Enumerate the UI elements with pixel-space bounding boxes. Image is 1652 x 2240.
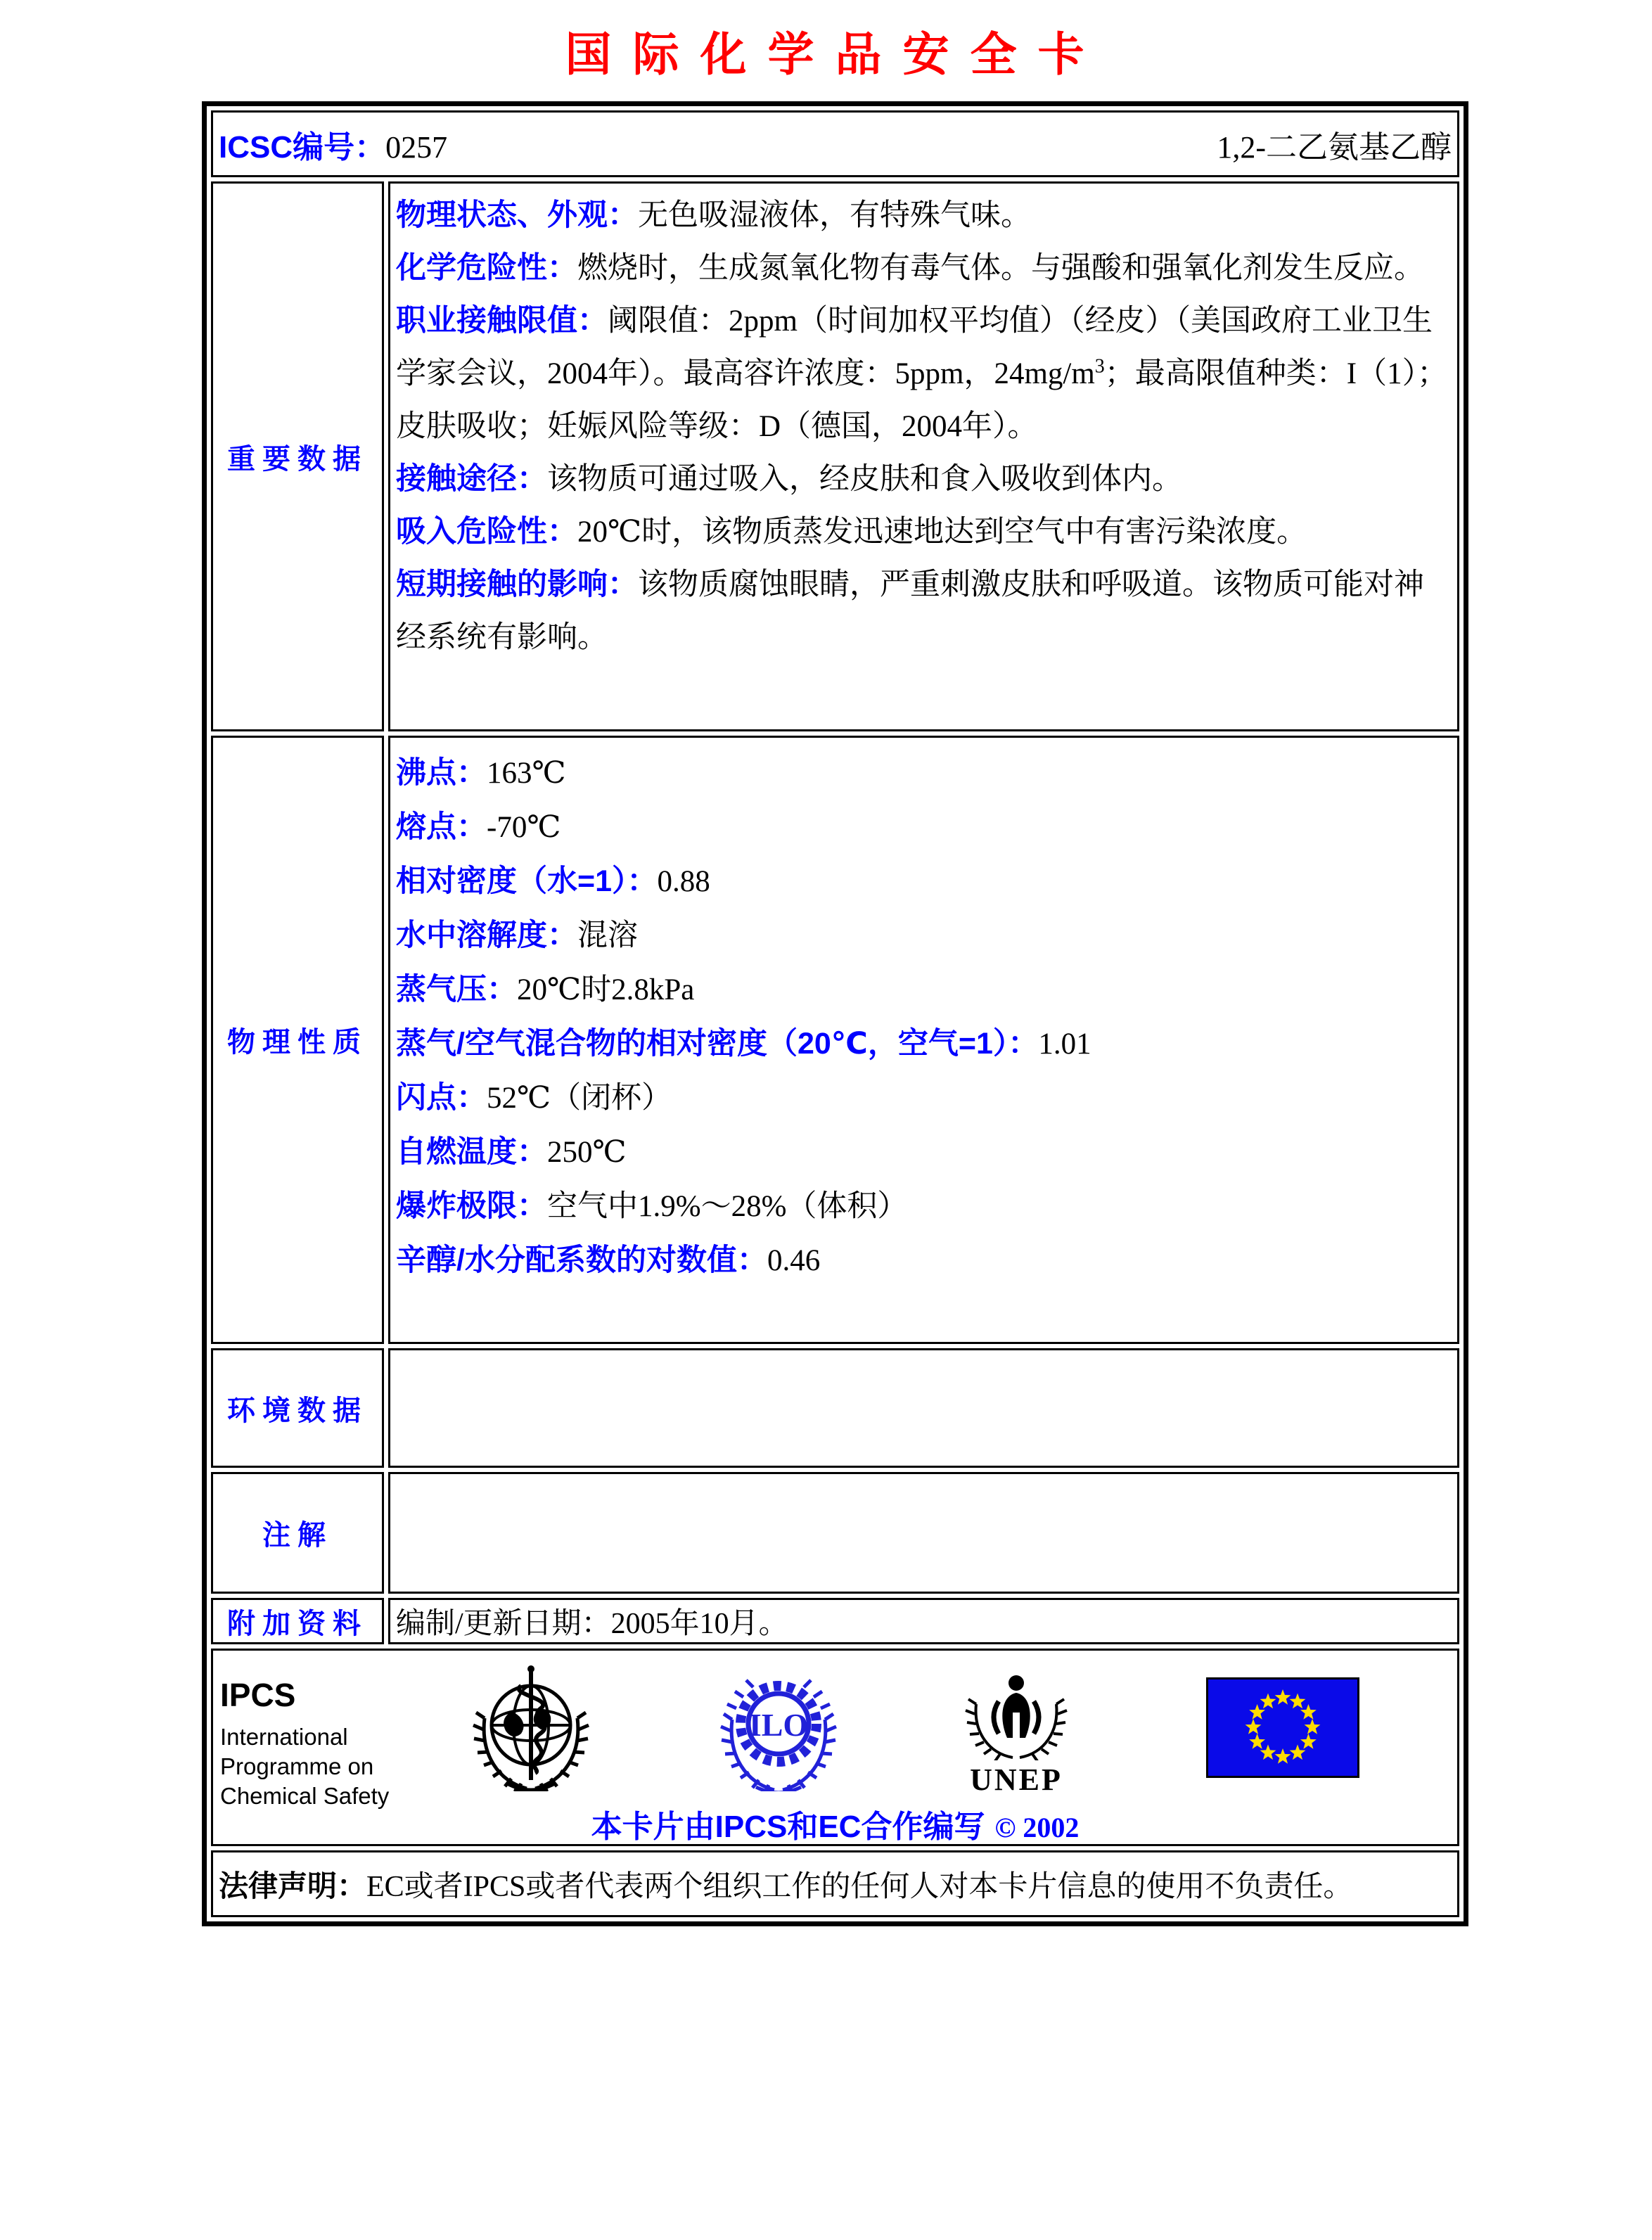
item-text: 52℃（闭杯）	[487, 1082, 672, 1115]
ipcs-title: IPCS	[220, 1677, 296, 1713]
row-label-physical-properties: 物理性质	[211, 736, 384, 1344]
item-label: 自燃温度：	[396, 1135, 547, 1169]
physical-item	[396, 963, 1450, 1017]
ilo-logo-icon	[712, 1662, 845, 1791]
physical-item	[396, 800, 1450, 855]
physical-item	[396, 1125, 1450, 1179]
cooperation-caption	[213, 1801, 1457, 1846]
additional-info-content: 编制/更新日期：2005年10月。	[388, 1598, 1459, 1644]
item-text: 1.01	[1038, 1028, 1091, 1061]
item-text: 250℃	[547, 1136, 627, 1169]
important-item	[396, 558, 1450, 664]
important-item	[396, 189, 1450, 242]
item-label: 蒸气/空气混合物的相对密度（20℃，空气=1）：	[396, 1027, 1039, 1061]
unep-logo-text: UNEP	[970, 1762, 1063, 1797]
row-label-important-data: 重要数据	[211, 181, 384, 731]
item-label: 短期接触的影响：	[396, 568, 638, 601]
notes-content	[388, 1472, 1459, 1594]
item-text: 阈限值：2ppm（时间加权平均值）（经皮）（美国政府工业卫生学家会议，2004年）。最高容许浓度：5ppm，24mg/m	[396, 305, 1433, 390]
ipcs-subtitle-line: Programme on	[220, 1753, 374, 1779]
item-text: 该物质可通过吸入，经皮肤和食入吸收到体内。	[547, 463, 1182, 496]
physical-item	[396, 1071, 1450, 1125]
item-label: 爆炸极限：	[396, 1189, 547, 1223]
important-item	[396, 295, 1450, 453]
copyright-text: © 2002	[994, 1812, 1080, 1843]
item-text: ；最高限值种类：I（1）；皮肤吸收；妊娠风险等级：D（德国，2004年）。	[396, 357, 1448, 443]
physical-item	[396, 1234, 1450, 1288]
item-text: -70℃	[487, 811, 561, 844]
item-label: 职业接触限值：	[396, 304, 608, 338]
environmental-data-row	[211, 1348, 1459, 1468]
item-label: 闪点：	[396, 1081, 487, 1115]
row-label-environmental-data: 环境数据	[211, 1348, 384, 1468]
ipcs-text-block	[220, 1676, 396, 1811]
row-label-additional-info: 附加资料	[211, 1598, 384, 1644]
logos-cell	[211, 1649, 1459, 1846]
important-item	[396, 506, 1450, 558]
ipcs-subtitle-line: Chemical Safety	[220, 1783, 390, 1809]
item-label: 吸入危险性：	[396, 515, 577, 549]
item-text: 0.88	[657, 865, 710, 898]
additional-info-row	[211, 1598, 1459, 1644]
item-label: 物理状态、外观：	[396, 198, 638, 232]
item-label: 辛醇/水分配系数的对数值：	[396, 1243, 767, 1277]
chemical-name: 1,2-二乙氨基乙醇	[1217, 129, 1452, 165]
important-data-row	[211, 181, 1459, 731]
important-item	[396, 453, 1450, 506]
legal-text: EC或者IPCS或者代表两个组织工作的任何人对本卡片信息的使用不负责任。	[366, 1870, 1353, 1903]
item-text: 燃烧时，生成氮氧化物有毒气体。与强酸和强氧化剂发生反应。	[577, 252, 1424, 285]
physical-properties-row	[211, 736, 1459, 1344]
row-label-notes: 注解	[211, 1472, 384, 1594]
notes-row	[211, 1472, 1459, 1594]
physical-item	[396, 1017, 1450, 1071]
superscript: 3	[1094, 355, 1105, 378]
environmental-data-content	[388, 1348, 1459, 1468]
legal-label: 法律声明：	[219, 1869, 367, 1902]
logos-row	[211, 1649, 1459, 1846]
item-label: 水中溶解度：	[396, 919, 577, 952]
page-title: 国际化学品安全卡	[565, 28, 1106, 80]
item-text: 163℃	[487, 757, 566, 790]
legal-row	[211, 1850, 1459, 1917]
item-text: 该物质腐蚀眼睛，严重刺激皮肤和呼吸道。该物质可能对神经系统有影响。	[396, 568, 1424, 654]
ilo-logo-text: ILO	[748, 1707, 809, 1743]
item-label: 化学危险性：	[396, 251, 577, 285]
unep-logo-icon	[949, 1662, 1083, 1760]
legal-cell	[211, 1850, 1459, 1917]
header-cell	[211, 110, 1459, 177]
important-item	[396, 242, 1450, 295]
important-data-content	[388, 181, 1459, 731]
physical-item	[396, 746, 1450, 800]
icsc-number-value: 0257	[385, 129, 448, 165]
who-logo-icon	[468, 1662, 594, 1791]
item-text: 无色吸湿液体，有特殊气味。	[638, 199, 1031, 232]
physical-item	[396, 855, 1450, 909]
icsc-number-group	[219, 122, 447, 167]
item-text: 20℃时，该物质蒸发迅速地达到空气中有害污染浓度。	[577, 516, 1307, 549]
item-label: 相对密度（水=1）：	[396, 864, 658, 898]
item-text: 20℃时2.8kPa	[517, 973, 695, 1006]
item-label: 接触途径：	[396, 462, 547, 496]
eu-flag-icon	[1206, 1677, 1359, 1778]
header-row	[211, 110, 1459, 177]
unep-logo-block	[949, 1662, 1083, 1796]
item-label: 蒸气压：	[396, 973, 517, 1006]
ipcs-subtitle-line: International	[220, 1724, 348, 1750]
cooperation-caption-text: 本卡片由IPCS和EC合作编写	[591, 1810, 985, 1844]
item-text: 混溶	[577, 919, 638, 952]
item-text: 0.46	[767, 1244, 821, 1277]
physical-properties-content	[388, 736, 1459, 1344]
item-label: 沸点：	[396, 756, 487, 790]
physical-item	[396, 909, 1450, 963]
icsc-card-table	[202, 101, 1468, 1926]
item-text: 空气中1.9%～28%（体积）	[547, 1190, 908, 1223]
icsc-number-label: ICSC编号：	[219, 129, 386, 165]
physical-item	[396, 1179, 1450, 1234]
item-label: 熔点：	[396, 810, 487, 844]
